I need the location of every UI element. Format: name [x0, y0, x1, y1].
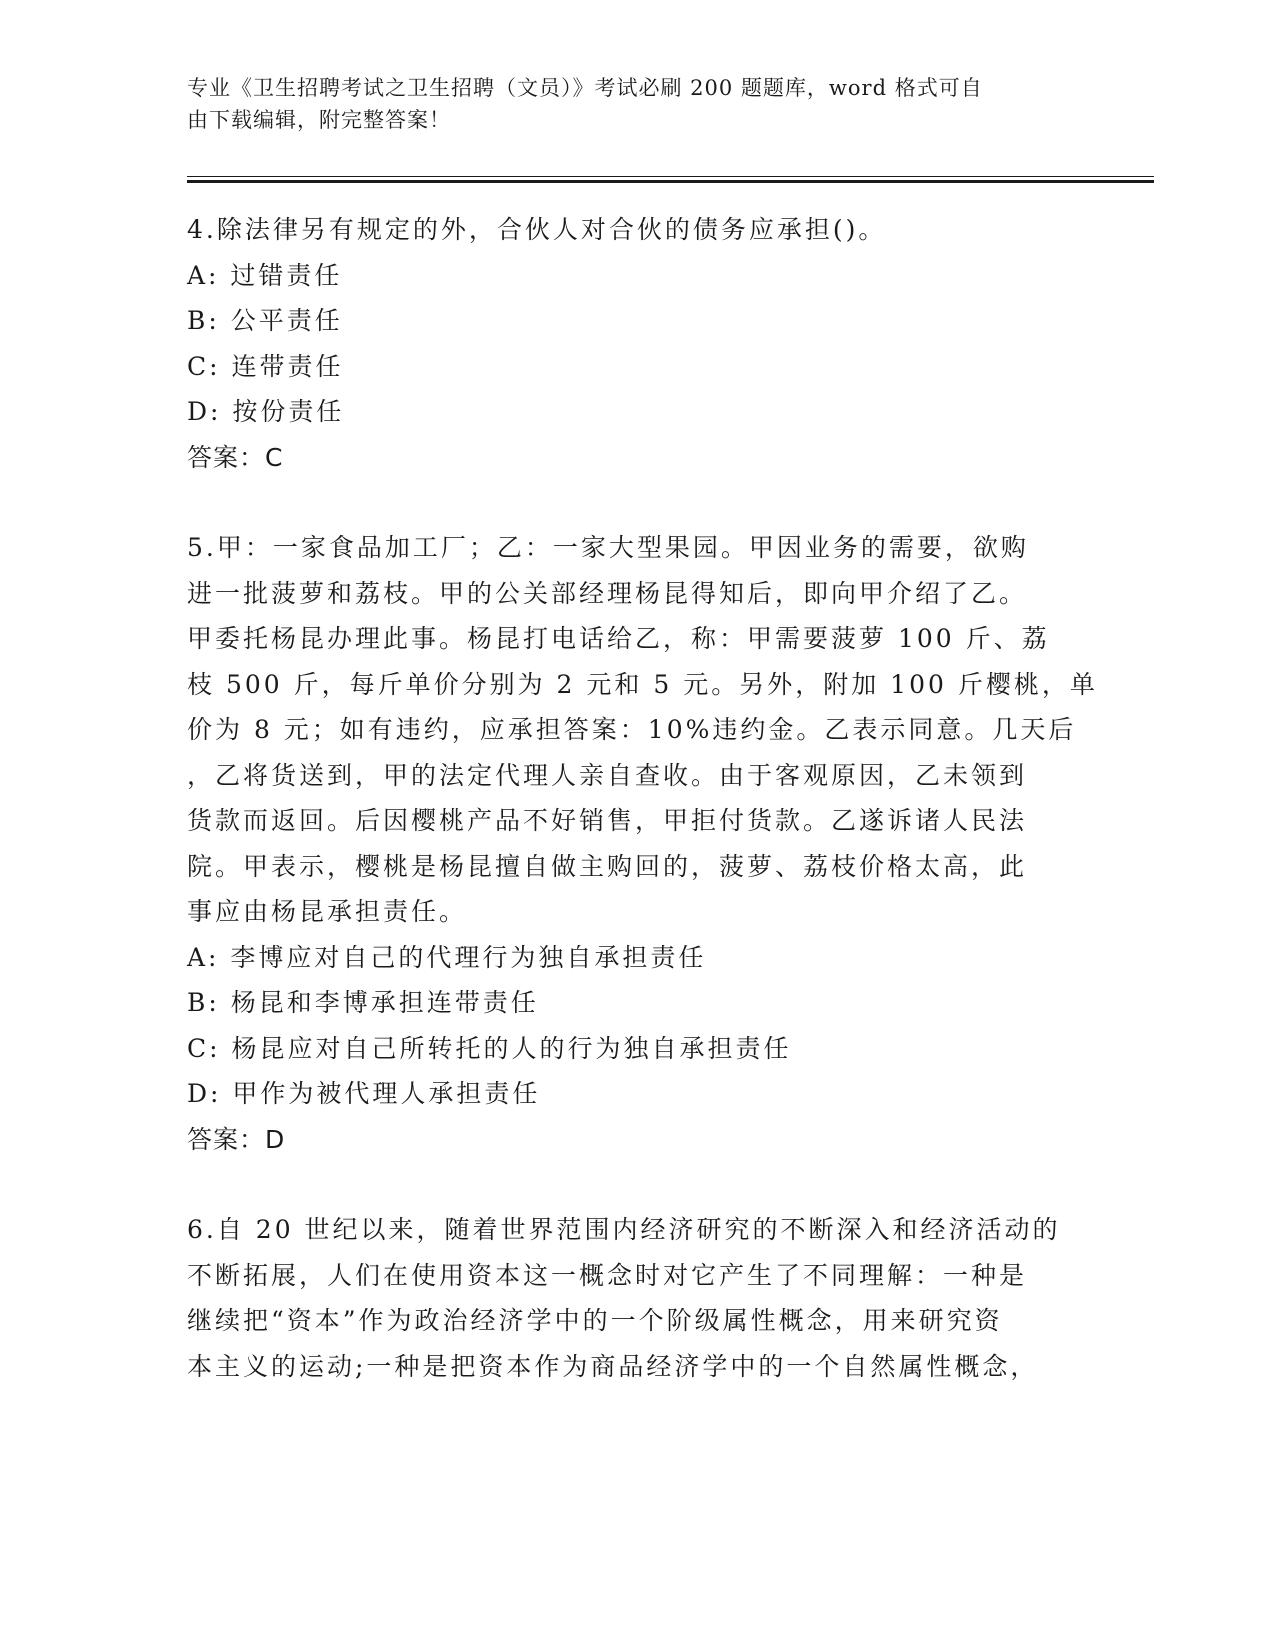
option-c: C: 杨昆应对自己所转托的人的行为独自承担责任	[187, 1033, 792, 1063]
question-list	[187, 207, 1098, 1389]
question-stem-line: 6.自 20 世纪以来，随着世界范围内经济研究的不断深入和经济活动的	[187, 1215, 1061, 1244]
header-line-2: 由下载编辑，附完整答案！	[187, 108, 451, 132]
question-stem-line: 5.甲：一家食品加工厂；乙：一家大型果园。甲因业务的需要，欲购	[187, 533, 1029, 562]
question-stem-line: 本主义的运动;一种是把资本作为商品经济学中的一个自然属性概念，	[187, 1351, 1039, 1381]
question-stem-line: 院。甲表示，樱桃是杨昆擅自做主购回的，菠萝、荔枝价格太高，此	[187, 851, 1028, 881]
option-b: B: 杨昆和李博承担连带责任	[187, 988, 539, 1017]
header-divider-thin	[187, 176, 1154, 177]
question-stem-line: ，乙将货送到，甲的法定代理人亲自查收。由于客观原因，乙未领到	[187, 760, 1028, 790]
question-stem-line: 不断拓展，人们在使用资本这一概念时对它产生了不同理解：一种是	[187, 1260, 1028, 1290]
option-a: A: 过错责任	[187, 260, 343, 290]
option-b: B: 公平责任	[187, 306, 343, 335]
question-5	[187, 525, 1098, 1162]
header-divider-thick	[187, 180, 1154, 183]
option-d: D: 按份责任	[187, 397, 345, 426]
question-stem-line: 继续把“资本”作为政治经济学中的一个阶级属性概念，用来研究资	[187, 1306, 1003, 1335]
question-spacer	[187, 480, 1087, 525]
question-stem-line: 甲委托杨昆办理此事。杨昆打电话给乙，称：甲需要菠萝 100 斤、荔	[187, 624, 1050, 653]
question-4	[187, 207, 1087, 480]
option-c: C: 连带责任	[187, 351, 344, 381]
question-stem-line: 枝 500 斤，每斤单价分别为 2 元和 5 元。另外，附加 100 斤樱桃，单	[187, 669, 1098, 699]
question-stem-line: 价为 8 元；如有违约，应承担答案：10%违约金。乙表示同意。几天后	[187, 715, 1077, 744]
question-stem-line: 货款而返回。后因樱桃产品不好销售，甲拒付货款。乙遂诉诸人民法	[187, 806, 1028, 835]
answer-label: 答案：D	[187, 1124, 286, 1154]
question-spacer	[187, 1162, 1087, 1207]
question-stem-line: 事应由杨昆承担责任。	[187, 897, 468, 926]
document-header	[187, 72, 1067, 136]
answer-label: 答案：C	[187, 442, 284, 472]
header-line-1: 专业《卫生招聘考试之卫生招聘（文员）》考试必刷 200 题题库，word 格式可自	[187, 76, 983, 100]
question-stem-line: 进一批菠萝和荔枝。甲的公关部经理杨昆得知后，即向甲介绍了乙。	[187, 578, 1028, 608]
question-6	[187, 1207, 1087, 1389]
option-d: D: 甲作为被代理人承担责任	[187, 1079, 541, 1108]
question-stem-line: 4.除法律另有规定的外，合伙人对合伙的债务应承担()。	[187, 215, 887, 244]
option-a: A: 李博应对自己的代理行为独自承担责任	[187, 942, 707, 972]
